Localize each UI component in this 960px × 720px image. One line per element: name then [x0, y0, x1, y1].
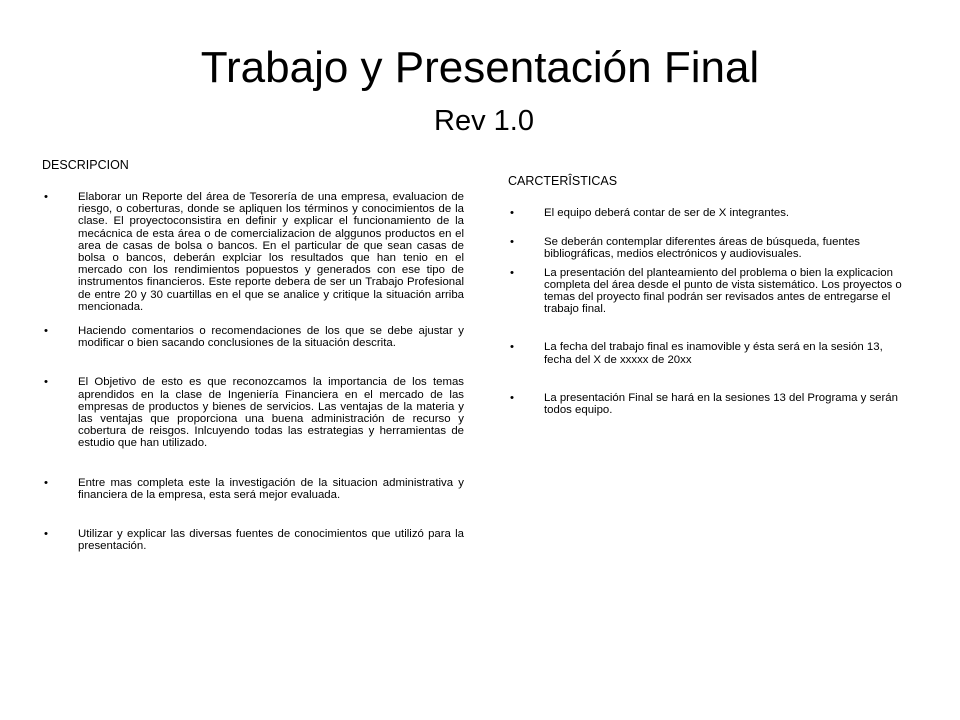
slide-subtitle: Rev 1.0 — [434, 105, 534, 137]
description-item — [42, 191, 464, 313]
description-item — [42, 528, 464, 552]
description-item — [42, 325, 464, 349]
bullet-icon: • — [44, 191, 48, 203]
characteristics-item — [508, 267, 910, 316]
bullet-icon: • — [510, 391, 514, 404]
characteristics-item-text: El equipo deberá contar de ser de X integrantes. — [544, 207, 790, 219]
description-item-text: El Objetivo de esto es que reconozcamos la importancia de los temas aprendidos en la clase de Ingeniería Financiera en el mercado de las empresas de productos y bienes de servicios. Las ventajas de la materia y las ventajas que proporciona una buena administración de recurso y cobertura de reisgos. Inlcuyendo todas las estrategias y herramientas de estudio que han utilizado. — [78, 376, 464, 450]
characteristics-column — [508, 174, 910, 416]
characteristics-item — [508, 392, 910, 416]
characteristics-item — [508, 341, 910, 365]
characteristics-item-text: La presentación Final se hará en la sesiones 13 del Programa y serán todos equipo. — [544, 391, 898, 417]
description-list — [42, 191, 464, 552]
description-heading: DESCRIPCION — [42, 158, 129, 172]
description-column — [42, 158, 464, 552]
characteristics-item — [508, 236, 910, 260]
description-item-text: Elaborar un Reporte del área de Tesorería de una empresa, evaluacion de riesgo, o coberturas, donde se apliquen los términos y conocimientos de la clase. El proyectoconsistira en definir y explicar el funcionamiento de la mecácnica de esta área o de comercializacion de alggunos productos en el area de casas de bolsa o bancos. En el particular de que sean casas de bolsa o bancos, deberán explciar los resultados que han tenio en el mercado con los rendimientos popuestos y generados con ese tipo de instrumentos financieros. Este reporte debera de ser un Trabajo Profesional de entre 20 y 30 cuartillas en el que se analice y critique la situación arriba mencionada. — [78, 191, 464, 313]
bullet-icon: • — [510, 341, 514, 354]
characteristics-item — [508, 207, 910, 219]
bullet-icon: • — [510, 207, 514, 219]
bullet-icon: • — [510, 266, 514, 279]
characteristics-item-text: La presentación del planteamiento del problema o bien la explicacion completa del área desde el punto de vista sistemático. Los proyectos o temas del proyecto final podrán ser revisados antes de entregarse el trabajo final. — [544, 266, 902, 316]
bullet-icon: • — [510, 236, 514, 249]
description-item — [42, 477, 464, 501]
characteristics-item-text: La fecha del trabajo final es inamovible y ésta será en la sesión 13, fecha del X de xxxxx de 20xx — [544, 341, 883, 366]
characteristics-item-text: Se deberán contemplar diferentes áreas de búsqueda, fuentes bibliográficas, medios electrónicos y audiovisuales. — [544, 236, 860, 261]
description-item-text: Entre mas completa este la investigación de la situacion administrativa y financiera de la empresa, esta será mejor evaluada. — [78, 476, 464, 501]
description-item-text: Utilizar y explicar las diversas fuentes de conocimientos que utilizó para la presentación. — [78, 528, 464, 553]
description-item-text: Haciendo comentarios o recomendaciones de los que se debe ajustar y modificar o bien sacando conclusiones de la situación descrita. — [78, 325, 464, 350]
bullet-icon: • — [44, 325, 48, 338]
characteristics-list — [508, 207, 910, 416]
bullet-icon: • — [44, 528, 48, 541]
characteristics-heading: CARCTERÎSTICAS — [508, 174, 618, 188]
description-item — [42, 376, 464, 449]
slide-title: Trabajo y Presentación Final — [200, 43, 760, 92]
bullet-icon: • — [44, 476, 48, 489]
bullet-icon: • — [44, 376, 48, 389]
